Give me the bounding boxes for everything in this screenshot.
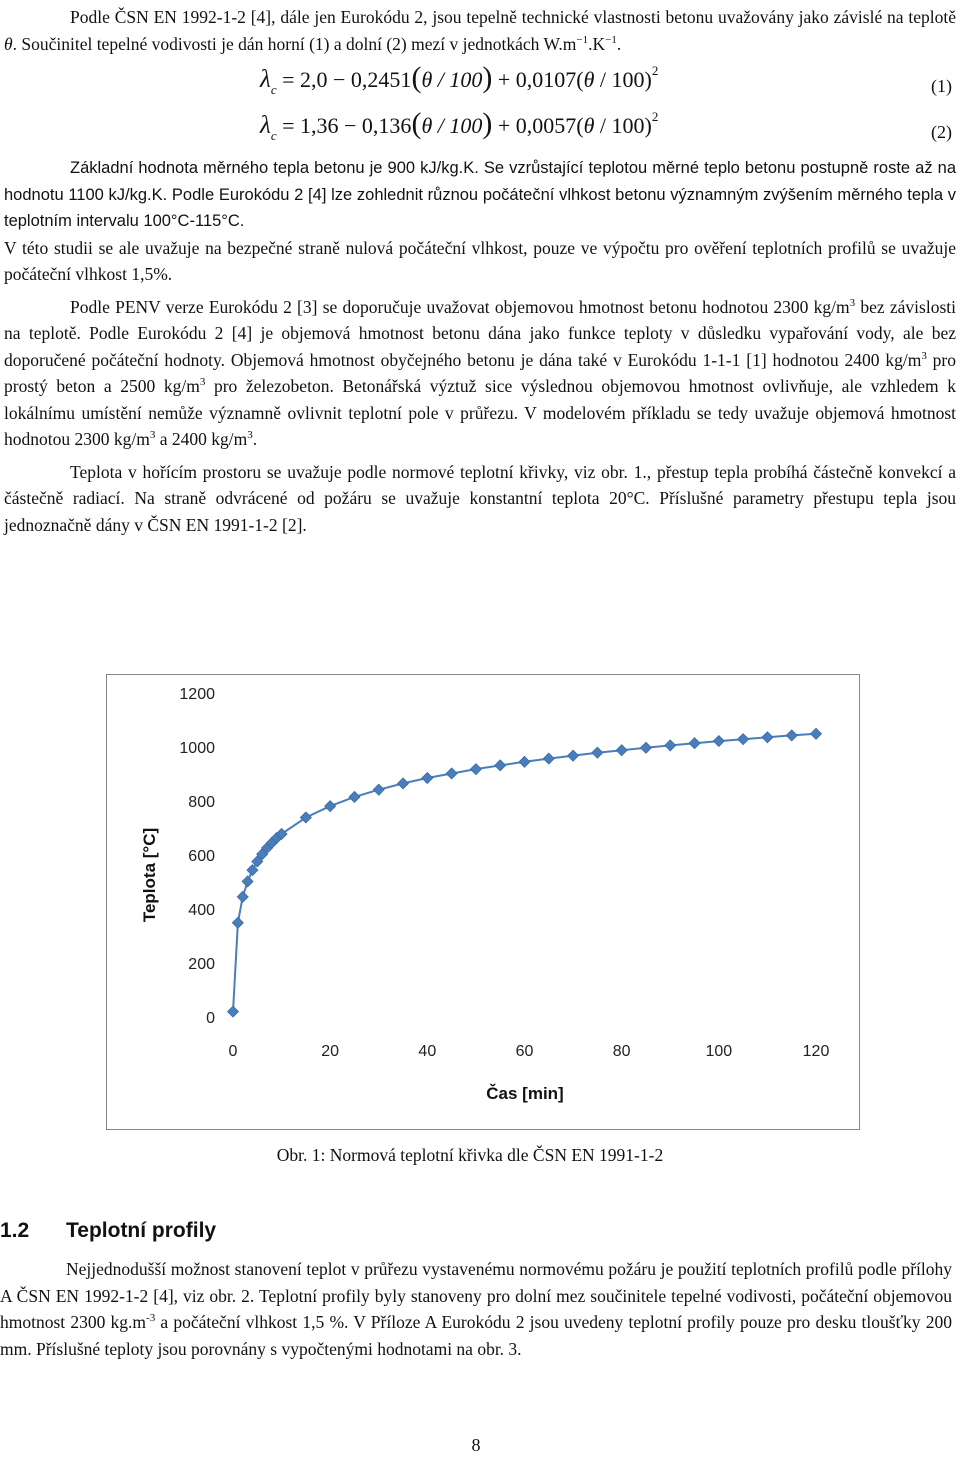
eq1-sub: c bbox=[270, 82, 277, 97]
y-axis-ticks bbox=[179, 686, 215, 1027]
data-point bbox=[568, 750, 579, 761]
eq1-rhs-c: + 0,0107( bbox=[492, 67, 584, 92]
p4-sup-4: 3 bbox=[149, 429, 156, 442]
section-title: Teplotní profily bbox=[66, 1219, 217, 1242]
p4-e: a 2400 kg/m bbox=[155, 429, 248, 449]
y-tick-label: 200 bbox=[188, 956, 215, 973]
eq2-number: (2) bbox=[931, 122, 952, 142]
data-point bbox=[325, 801, 336, 812]
x-tick-label: 40 bbox=[418, 1043, 437, 1060]
x-tick-label: 20 bbox=[321, 1043, 340, 1060]
eq2-rhs-a: = 1,36 − 0,136 bbox=[276, 113, 412, 138]
x-tick-label: 120 bbox=[802, 1043, 830, 1060]
p1-line2b: . Součinitel tepelné vodivosti je dán horní (1) a dolní (2) mezí bbox=[12, 33, 446, 54]
series-markers bbox=[228, 728, 822, 1017]
p1-line3b: .K bbox=[588, 33, 606, 54]
p1-line2a: uvažovány jako závislé na teplotě bbox=[718, 7, 957, 27]
data-point bbox=[349, 791, 360, 802]
figure-1-frame bbox=[106, 674, 860, 1130]
eq1-lambda: λ bbox=[260, 66, 271, 93]
data-point bbox=[422, 773, 433, 784]
x-tick-label: 0 bbox=[228, 1043, 238, 1060]
data-point bbox=[228, 1006, 239, 1017]
paragraph-4 bbox=[4, 294, 956, 453]
data-point bbox=[616, 745, 627, 756]
paragraph-2: Základní hodnota měrného tepla betonu je 900 kJ/kg.K. Se vzrůstající teplotou měrné teplo betonu postupně roste až na hodnotu 1100 kJ/kg.K. Podle Eurokódu 2 [4] lze zohlednit různou počáteční vlhkost betonu významným zvýšením měrného tepla v teplotním intervalu 100°C-115°C. bbox=[4, 159, 956, 230]
y-tick-label: 1200 bbox=[179, 686, 215, 703]
p4-d: pro železobeton. Betonářská výztuž sice výslednou objemovou hmotnost ovlivňuje, ale vzhledem k lokálnímu umístění nemůže významně ovlivnit teplotní pole v průřezu. V modelovém příkladu se tedy uvažuje objemová hmotnost hodnotou 2300 kg/m bbox=[4, 376, 956, 449]
equation-2: $\lambda_c = 1,36 - 0,136(\theta / 100) + 0,0057(\theta / 100)^2$ bbox=[260, 107, 659, 143]
y-tick-label: 0 bbox=[206, 1010, 215, 1027]
p4-c: pro prostý beton a 2500 kg/m bbox=[4, 349, 956, 396]
figure-caption-text: Obr. 1: Normová teplotní křivka dle ČSN EN 1991-1-2 bbox=[276, 1145, 664, 1165]
data-point bbox=[242, 876, 253, 887]
x-axis-label: Čas [min] bbox=[486, 1084, 564, 1103]
paragraph-6 bbox=[0, 1256, 952, 1362]
eq2-lambda: λ bbox=[260, 112, 271, 139]
paragraph-1 bbox=[4, 4, 956, 57]
p1-line3c: . bbox=[616, 33, 622, 54]
p1-line3a: v jednotkách W.m bbox=[449, 33, 577, 54]
data-point bbox=[237, 891, 248, 902]
p4-sup-3: 3 bbox=[199, 376, 206, 389]
p6-a: Nejjednodušší možnost stanovení teplot v průřezu vystavenému normovému požáru je použití teplotních profilů podle přílohy A ČSN EN 1992-1-2 [4], viz obr. 2. Teplotní profily byly stanoveny pro dolní mez součinitele tepelné vodivosti, počáteční objemovou hmotnost 2300 kg.m bbox=[0, 1259, 952, 1332]
data-point bbox=[713, 736, 724, 747]
data-point bbox=[738, 734, 749, 745]
data-point bbox=[232, 917, 243, 928]
paragraph-3: V této studii se ale uvažuje na bezpečné straně nulová počáteční vlhkost, pouze ve výpočtu pro ověření teplotních profilů se uvažuje počáteční vlhkost 1,5%. bbox=[4, 237, 956, 284]
x-tick-label: 80 bbox=[612, 1043, 631, 1060]
data-point bbox=[373, 784, 384, 795]
data-point bbox=[446, 768, 457, 779]
eq1-number: (1) bbox=[931, 76, 952, 96]
y-tick-label: 800 bbox=[188, 794, 215, 811]
eq1-rhs-d: θ bbox=[583, 67, 595, 92]
p4-sup-5: 3 bbox=[247, 429, 253, 442]
eq2-rhs-e: / 100) bbox=[594, 113, 652, 138]
y-tick-label: 600 bbox=[188, 848, 215, 865]
x-tick-label: 60 bbox=[515, 1043, 534, 1060]
p4-sup-1: 3 bbox=[849, 296, 856, 309]
p6-exp: -3 bbox=[146, 1312, 156, 1325]
y-axis-label: Teplota [°C] bbox=[140, 827, 159, 923]
p6-b: a počáteční vlhkost 1,5 %. V Příloze A Eurokódu 2 jsou uvedeny teplotní profily pouze pro desku tloušťky 200 mm. Příslušné teploty jsou porovnány s vypočtenými hodnotami na obr. 3. bbox=[0, 1312, 952, 1359]
p4-b: bez závislosti na teplotě. Podle Eurokódu 2 [4] je objemová hmotnost betonu dána jako funkce teploty v důsledku vypařování vody, ale bez doporučené počáteční hodnoty. Objemová hmotnost obyčejného betonu je dána také v Eurokódu 1-1-1 [1] hodnotou 2400 kg/m bbox=[4, 296, 956, 370]
eq1-rhs-a: = 2,0 − 0,2451 bbox=[276, 67, 412, 92]
equation-block bbox=[4, 63, 956, 155]
p4-f: . bbox=[252, 429, 258, 449]
x-tick-label: 100 bbox=[705, 1043, 733, 1060]
x-axis-ticks bbox=[229, 1043, 830, 1060]
data-point bbox=[495, 760, 506, 771]
eq1-rhs-b: θ / 100 bbox=[421, 67, 483, 92]
data-point bbox=[762, 732, 773, 743]
y-tick-label: 1000 bbox=[179, 740, 215, 757]
y-tick-label: 400 bbox=[188, 902, 215, 919]
eq2-sub: c bbox=[270, 128, 277, 143]
section-heading bbox=[0, 1218, 216, 1245]
eq1-sup: 2 bbox=[651, 63, 659, 78]
data-point bbox=[519, 756, 530, 767]
paragraph-5: Teplota v hořícím prostoru se uvažuje podle normové teplotní křivky, viz obr. 1., přestup tepla probíhá částečně konvekcí a částečně radiací. Na straně odvrácené od požáru se uvažuje konstantní teplota 20°C. Příslušné parametry přestupu tepla jsou jednoznačně dány v ČSN EN 1991-1-2 [2]. bbox=[4, 461, 956, 535]
exp-m: −1 bbox=[576, 33, 589, 46]
data-point bbox=[689, 738, 700, 749]
eq1-rhs-e: / 100) bbox=[594, 67, 652, 92]
eq2-rhs-d: θ bbox=[583, 113, 595, 138]
exp-k: −1 bbox=[605, 33, 617, 46]
data-point bbox=[543, 753, 554, 764]
section-body bbox=[0, 1256, 952, 1362]
p1-line1: Podle ČSN EN 1992-1-2 [4], dále jen Eurokódu 2, jsou tepelně technické vlastnosti betonu bbox=[70, 7, 714, 27]
eq2-rhs-b: θ / 100 bbox=[421, 113, 483, 138]
page-number: 8 bbox=[471, 1435, 481, 1455]
data-point bbox=[640, 742, 651, 753]
equation-1: $\lambda_c = 2,0 - 0,2451(\theta / 100) + 0,0107(\theta / 100)^2$ bbox=[260, 61, 659, 97]
series-line bbox=[233, 734, 816, 1012]
data-point bbox=[811, 728, 822, 739]
p4-a: Podle PENV verze Eurokódu 2 [3] se doporučuje uvažovat objemovou hmotnost betonu hodnotou 2300 kg/m bbox=[70, 296, 850, 317]
figure-caption bbox=[0, 1142, 952, 1169]
data-point bbox=[786, 730, 797, 741]
data-point bbox=[592, 747, 603, 758]
data-point bbox=[665, 740, 676, 751]
section-number: 1.2 bbox=[0, 1219, 30, 1242]
data-point bbox=[470, 764, 481, 775]
eq2-sup: 2 bbox=[651, 109, 659, 124]
p4-sup-2: 3 bbox=[921, 349, 927, 362]
eq2-rhs-c: + 0,0057( bbox=[492, 113, 584, 138]
page-content bbox=[4, 4, 956, 538]
data-point bbox=[398, 778, 409, 789]
temperature-curve-chart bbox=[107, 675, 859, 1129]
theta-symbol: θ bbox=[4, 33, 13, 54]
